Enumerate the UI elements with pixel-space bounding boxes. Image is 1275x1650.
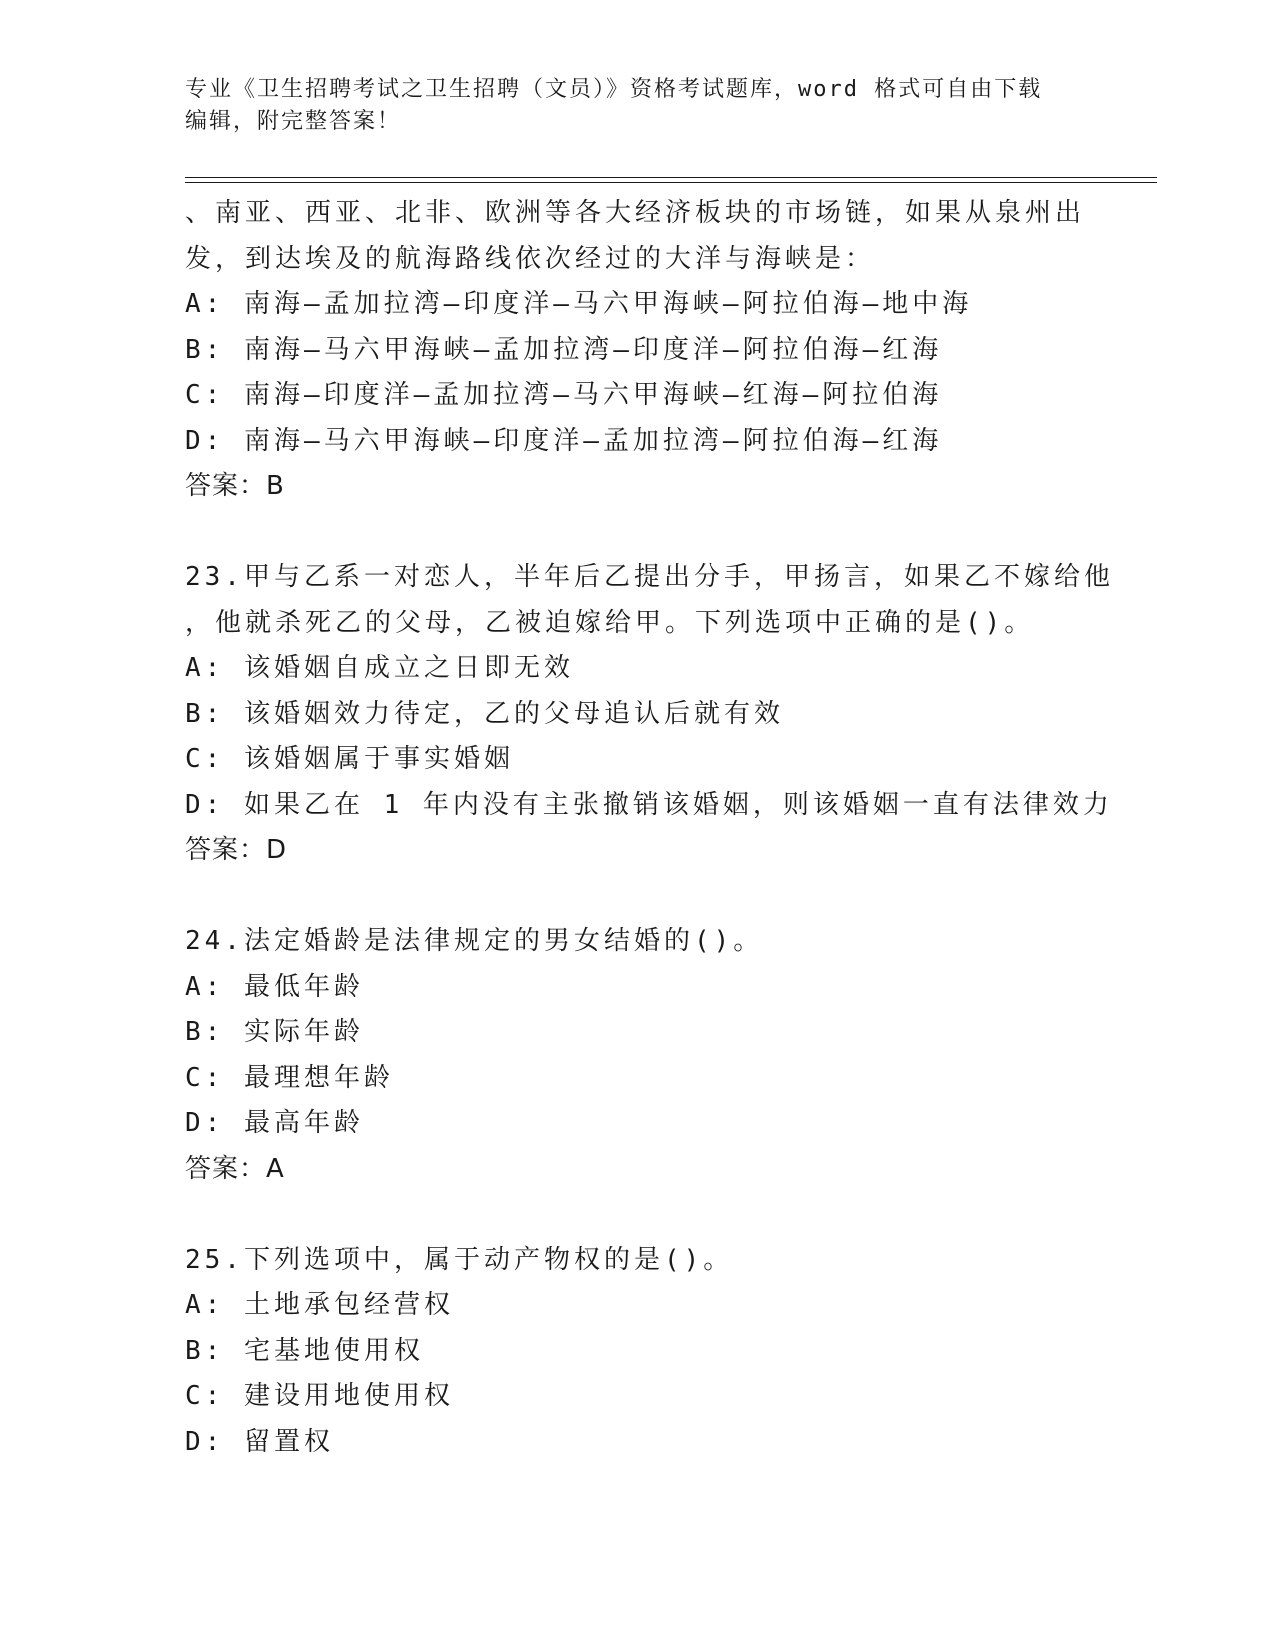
option-c: C: 建设用地使用权 xyxy=(185,1381,454,1411)
answer: 答案：D xyxy=(185,835,288,865)
header-rule-top xyxy=(185,177,1157,178)
question-list xyxy=(185,191,1145,1465)
option-d: D: 最高年龄 xyxy=(185,1108,364,1138)
option-c: C: 该婚姻属于事实婚姻 xyxy=(185,744,514,774)
option-b: B: 南海—马六甲海峡—孟加拉湾—印度洋—阿拉伯海—红海 xyxy=(185,334,943,365)
option-d: D: 如果乙在 1 年内没有主张撤销该婚姻，则该婚姻一直有法律效力 xyxy=(185,789,1113,820)
option-a: A: 最低年龄 xyxy=(185,971,364,1002)
question-text: 24.法定婚龄是法律规定的男女结婚的()。 xyxy=(185,926,764,956)
question-text: ，他就杀死乙的父母，乙被迫嫁给甲。下列选项中正确的是()。 xyxy=(185,607,1035,638)
question-22 xyxy=(185,191,1145,510)
question-24 xyxy=(185,919,1145,1192)
option-c: C: 最理想年龄 xyxy=(185,1062,394,1093)
option-c: C: 南海—印度洋—孟加拉湾—马六甲海峡—红海—阿拉伯海 xyxy=(185,380,943,410)
answer: 答案：B xyxy=(185,471,285,501)
option-b: B: 该婚姻效力待定，乙的父母追认后就有效 xyxy=(185,698,784,729)
option-d: D: 南海—马六甲海峡—印度洋—孟加拉湾—阿拉伯海—红海 xyxy=(185,425,943,456)
answer: 答案：A xyxy=(185,1153,285,1184)
header-line-2: 编辑，附完整答案！ xyxy=(185,109,402,134)
option-a: A: 土地承包经营权 xyxy=(185,1290,454,1320)
question-25 xyxy=(185,1238,1145,1466)
question-text: 、南亚、西亚、北非、欧洲等各大经济板块的市场链，如果从泉州出 xyxy=(185,198,1086,228)
option-a: A: 该婚姻自成立之日即无效 xyxy=(185,653,574,683)
spacer xyxy=(185,510,1145,556)
option-a: A: 南海—孟加拉湾—印度洋—马六甲海峡—阿拉伯海—地中海 xyxy=(185,289,973,319)
option-b: B: 宅基地使用权 xyxy=(185,1335,424,1366)
spacer xyxy=(185,1192,1145,1238)
question-text: 发，到达埃及的航海路线依次经过的大洋与海峡是： xyxy=(185,243,876,274)
option-b: B: 实际年龄 xyxy=(185,1017,364,1047)
question-text: 23.甲与乙系一对恋人，半年后乙提出分手，甲扬言，如果乙不嫁给他 xyxy=(185,562,1114,592)
document-header xyxy=(185,74,1085,138)
option-d: D: 留置权 xyxy=(185,1426,334,1457)
question-text: 25.下列选项中，属于动产物权的是()。 xyxy=(185,1244,734,1275)
question-23 xyxy=(185,555,1145,874)
header-line-1: 专业《卫生招聘考试之卫生招聘（文员）》资格考试题库，word 格式可自由下载 xyxy=(185,77,1043,102)
spacer xyxy=(185,874,1145,920)
header-rule-bottom xyxy=(185,182,1157,183)
